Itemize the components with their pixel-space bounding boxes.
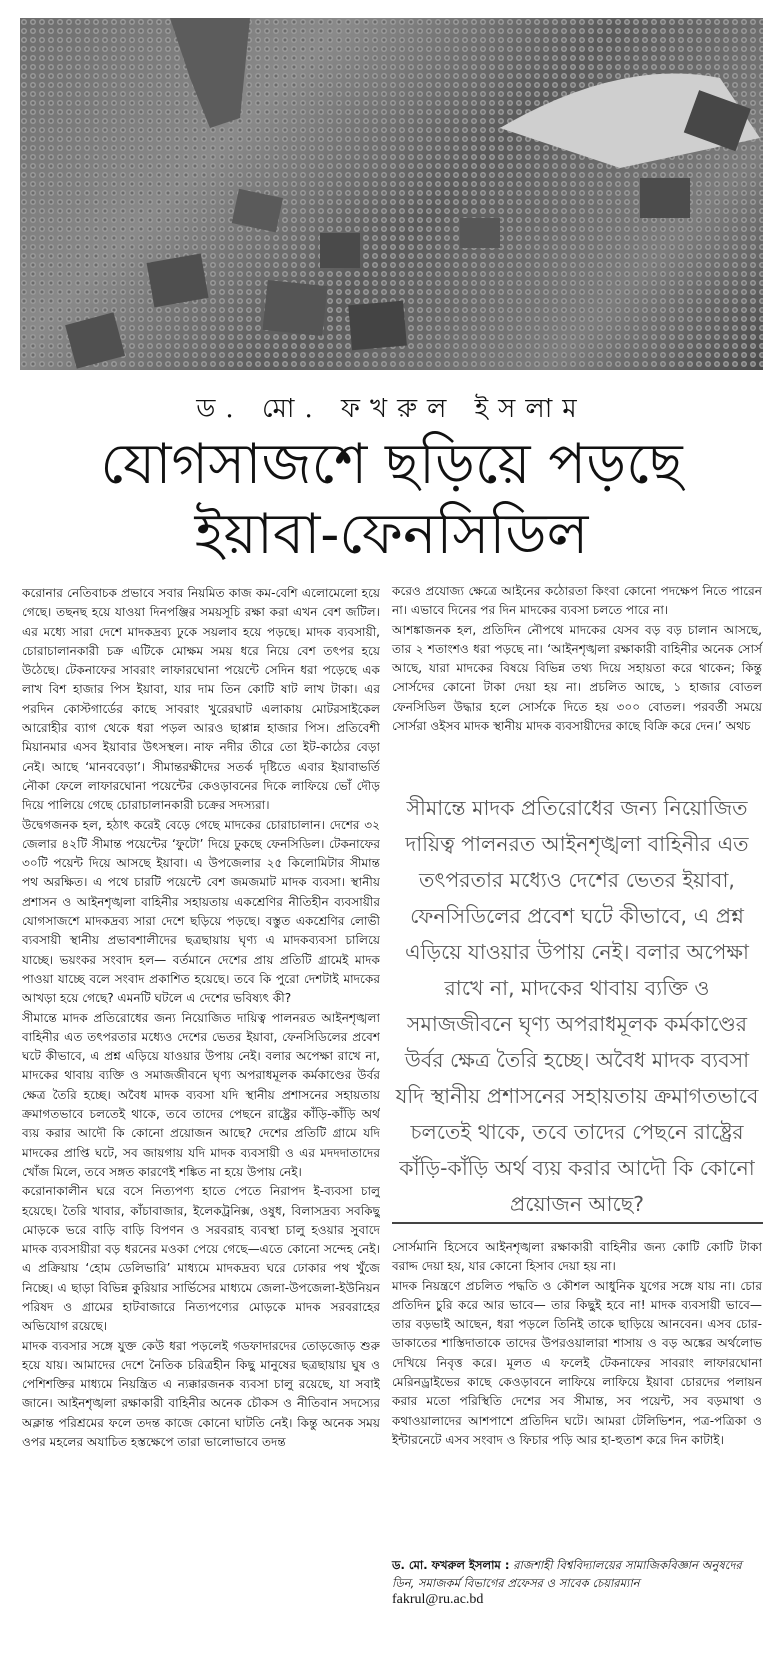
paragraph: মাদক ব্যবসার সঙ্গে যুক্ত কেউ ধরা পড়লেই গডফাদারদের তোড়জোড় শুরু হয়ে যায়। আমাদের দেশে নৈতিক চরিত্রহীন কিছু মানুষের ছত্রছায়ায় ঘুষ ও পেশিশক্তির মাধ্যমে নিয়ন্ত্রিত এ ন্যক্কারজনক ব্যবসা চালু রয়েছে, যা সবাই জানে। আইনশৃঙ্খলা রক্ষাকারী বাহিনীর অনেক চৌকস ও নীতিবান সদস্যের অক্লান্ত পরিশ্রমের ফলে তদন্ত কাজে কোনো ঘাটতি নেই। কিন্তু অনেক সময় ওপর মহলের অযাচিত হস্তক্ষেপে তারা ভালোভাবে তদন্ত xyxy=(22,1338,380,1450)
divider xyxy=(392,1222,763,1224)
paragraph: করোনাকালীন ঘরে বসে নিত্যপণ্য হাতে পেতে নিরাপদ ই-ব্যবসা চালু হয়েছে। তৈরি খাবার, কাঁচাবাজার, ইলেকট্রনিক্স, ওষুধ, বিলাসদ্রব্য সবকিছু মোড়কে ভরে বাড়ি বাড়ি বিপণন ও সরবরাহ ব্যবস্থা চালু হওয়ার সুবাদে মাদক ব্যবসায়ীরা বড় ধরনের মওকা পেয়ে গেছে—এতে কোনো সন্দেহ নেই। এ প্রক্রিয়ায় ‘হোম ডেলিভারি’ মাধ্যমে মাদকদ্রব্য ঘরে ঢোকার পথ খুঁজে নিচ্ছে। এ ছাড়া বিভিন্ন কুরিয়ার সার্ভিসের মাধ্যমে জেলা-উপজেলা-ইউনিয়ন পরিষদ ও গ্রামের হাটবাজারে নিত্যপণ্যের মোড়কে মাদক সরবরাহের অভিযোগ রয়েছে। xyxy=(22,1184,380,1334)
left-column xyxy=(22,584,380,1644)
right-column-top xyxy=(392,582,762,736)
byline-author: ড. মো. ফখরুল ইসলাম xyxy=(196,394,587,424)
drug-packets-photo xyxy=(20,18,763,370)
paragraph: সোর্সমানি হিসেবে আইনশৃঙ্খলা রক্ষাকারী বাহিনীর জন্য কোটি কোটি টাকা বরাদ্দ দেয়া হয়, যার কোনো হিসাব দেয়া হয় না। xyxy=(392,1240,762,1274)
paragraph: আশঙ্কাজনক হল, প্রতিদিন নৌপথে মাদকের যেসব বড় বড় চালান আসছে, তার ২ শতাংশও ধরা পড়ছে না। ‘আইনশৃঙ্খলা রক্ষাকারী বাহিনীর অনেক সোর্স আছে, যারা মাদকের বিষয়ে বিভিন্ন তথ্য দিয়ে সহায়তা করে থাকেন; কিন্তু সোর্সদের কোনো টাকা দেয়া হয় না। প্রচলিত আছে, ১ হাজার বোতল ফেনসিডিল উদ্ধার হলে সোর্সকে দিতে হয় ৩০০ বোতল। পরবর্তী সময়ে সোর্সরা ওইসব মাদক স্থানীয় মাদক ব্যবসায়ীদের কাছে বিক্রি করে দেন।’ অথচ xyxy=(392,622,762,734)
paragraph: সীমান্তে মাদক প্রতিরোধের জন্য নিয়োজিত দায়িত্ব পালনরত আইনশৃঙ্খলা বাহিনীর এত তৎপরতার মধ্যেও দেশের ভেতর ইয়াবা, ফেনসিডিলের প্রবেশ ঘটে কীভাবে, এ প্রশ্ন এড়িয়ে যাওয়ার উপায় নেই। বলার অপেক্ষা রাখে না, মাদকের থাবায় ব্যক্তি ও সমাজজীবনে ঘৃণ্য অপরাধমূলক কর্মকাণ্ডের উর্বর ক্ষেত্র তৈরি হচ্ছে। অবৈধ মাদক ব্যবসা যদি স্থানীয় প্রশাসনের সহায়তায় ক্রমাগতভাবে চলতেই থাকে, তবে তাদের পেছনে রাষ্ট্রের কাঁড়ি-কাঁড়ি অর্থ ব্যয় করার আদৌ কি কোনো প্রয়োজন আছে? দেশের প্রতিটি গ্রামে যদি মাদকের প্রাপ্তি ঘটে, সব জায়গায় যদি মাদক ব্যবসায়ী ও এর মদদদাতাদের খোঁজ মিলে, তবে সঙ্গত কারণেই শঙ্কিত না হয়ে উপায় নেই। xyxy=(22,1010,380,1179)
right-column-bottom xyxy=(392,1238,762,1450)
headline-line-2: ইয়াবা-ফেনসিডিল xyxy=(194,502,589,567)
headline-line-1: যোগসাজশে ছড়িয়ে পড়ছে xyxy=(100,432,683,497)
paragraph: করোনার নেতিবাচক প্রভাবে সবার নিয়মিত কাজ কম-বেশি এলোমেলো হয়ে গেছে। তছনছ হয়ে যাওয়া দিনপঞ্জির সময়সূচি রক্ষা করা এখন বেশ জটিল। এর মধ্যে সারা দেশে মাদকদ্রব্য ঢুকে সয়লাব হয়ে পড়ছে। মাদক ব্যবসায়ী, চোরাচালানকারী চক্র এটিকে মোক্ষম সময় ধরে নিয়ে বেশ তৎপর হয়ে উঠেছে। টেকনাফের সাবরাং লাফারঘোনা পয়েন্টে সেদিন ধরা পড়েছে এক লাখ বিশ হাজার পিস ইয়াবা, যার দাম তিন কোটি ষাট লাখ টাকা। এর পরদিন কোস্টগার্ডের কাছে সাবরাং খুরেরঘাট এলাকায় মোটরসাইকেল আরোহীর ব্যাগ থেকে ধরা পড়ল আরও ছাপ্পান্ন হাজার পিস। প্রতিবেশী মিয়ানমার এসব ইয়াবার উৎসস্থল। নাফ নদীর তীরে তো ইট-কাঠের বেড়া নেই। আছে ‘মানববেড়া’। সীমান্তরক্ষীদের সতর্ক দৃষ্টিতে এবার ইয়াবাভর্তি নৌকা ফেলে লাফারঘোনা পয়েন্টের কেওড়াবনের দিকে লাফিয়ে ভোঁ দৌড় দিয়ে পালিয়ে গেছে চোরাচালানকারী চক্রের সদস্যরা। xyxy=(22,586,380,813)
author-description: রাজশাহী বিশ্ববিদ্যালয়ের সামাজিকবিজ্ঞান অনুষদের ডিন, সমাজকর্ম বিভাগের প্রফেসর ও সাবেক চেয়ারম্যান xyxy=(392,1558,742,1590)
author-bio xyxy=(392,1556,762,1592)
pull-quote: সীমান্তে মাদক প্রতিরোধের জন্য নিয়োজিত দায়িত্ব পালনরত আইনশৃঙ্খলা বাহিনীর এত তৎপরতার মধ্যেও দেশের ভেতর ইয়াবা, ফেনসিডিলের প্রবেশ ঘটে কীভাবে, এ প্রশ্ন এড়িয়ে যাওয়ার উপায় নেই। বলার অপেক্ষা রাখে না, মাদকের থাবায় ব্যক্তি ও সমাজজীবনে ঘৃণ্য অপরাধমূলক কর্মকাণ্ডের উর্বর ক্ষেত্র তৈরি হচ্ছে। অবৈধ মাদক ব্যবসা যদি স্থানীয় প্রশাসনের সহায়তায় ক্রমাগতভাবে চলতেই থাকে, তবে তাদের পেছনে রাষ্ট্রের কাঁড়ি-কাঁড়ি অর্থ ব্যয় করার আদৌ কি কোনো প্রয়োজন আছে? xyxy=(395,796,759,1216)
author-email[interactable]: fakrul@ru.ac.bd xyxy=(392,1592,484,1607)
headline xyxy=(0,430,783,570)
paragraph: উদ্বেগজনক হল, হঠাৎ করেই বেড়ে গেছে মাদকের চোরাচালান। দেশের ৩২ জেলার ৪২টি সীমান্ত পয়েন্টের ‘ফুটো’ দিয়ে ঢুকছে ফেনসিডিল। টেকনাফের ৩০টি পয়েন্ট দিয়ে আসছে ইয়াবা। এ উপজেলার ২৫ কিলোমিটার সীমান্ত পথ অরক্ষিত। এ পথে চারটি পয়েন্টে বেশ জমজমাট মাদক ব্যবসা। স্থানীয় প্রশাসন ও আইনশৃঙ্খলা বাহিনীর সহায়তায় একশ্রেণির নীতিহীন ব্যবসায়ীর যোগসাজশে মাদকদ্রব্য সারা দেশে ছড়িয়ে পড়ছে। বস্তুত একশ্রেণির লোভী ব্যবসায়ী স্থানীয় প্রভাবশালীদের ছত্রছায়ায় ঘৃণ্য এ মাদকব্যবসা চালিয়ে যাচ্ছে। ভয়ংকর সংবাদ হল— বর্তমানে দেশের প্রায় প্রতিটি গ্রামেই মাদক পাওয়া যাচ্ছে বলে সংবাদ প্রকাশিত হয়েছে। তবে কি পুরো দেশটাই মাদকের আখড়া হয়ে গেছে? এমনটি ঘটলে এ দেশের ভবিষ্যৎ কী? xyxy=(22,817,380,1006)
paragraph: মাদক নিয়ন্ত্রণে প্রচলিত পদ্ধতি ও কৌশল আধুনিক যুগের সঙ্গে যায় না। চোর প্রতিদিন চুরি করে আর ভাবে— তার কিছুই হবে না! মাদক ব্যবসায়ী ভাবে— তার বড়ভাই আছেন, ধরা পড়লে তিনিই তাকে ছাড়িয়ে আনবেন। এসব চোর-ডাকাতের শাস্তিদাতাকে তাদের উপরওয়ালারা শাসায় ও বড় অঙ্কের অর্থলোভ দেখিয়ে নিবৃত্ত করে। মূলত এ ফলেই টেকনাফের সাবরাং লাফারঘোনা মেরিনড্রাইভের কাছে কেওড়াবনে লাফিয়ে লাফিয়ে ইয়াবা চোরদের পলায়ন করার মতো পরিস্থিতি দেশের সব সীমান্ত, সব পয়েন্ট, সব বড়মাথা ও কথাওয়ালাদের আশপাশে প্রতিদিন ঘটে। আমরা টেলিভিশন, পত্র-পত্রিকা ও ইন্টারনেটে এসব সংবাদ ও ফিচার পড়ি আর হা-হুতাশ করে দিন কাটাই। xyxy=(392,1278,762,1447)
author-name: ড. মো. ফখরুল ইসলাম : xyxy=(392,1558,510,1572)
photo-illustration xyxy=(20,18,763,370)
paragraph: করেও প্রযোজ্য ক্ষেত্রে আইনের কঠোরতা কিংবা কোনো পদক্ষেপ নিতে পারেন না। এভাবে দিনের পর দিন মাদকের ব্যবসা চলতে পারে না। xyxy=(392,584,762,618)
